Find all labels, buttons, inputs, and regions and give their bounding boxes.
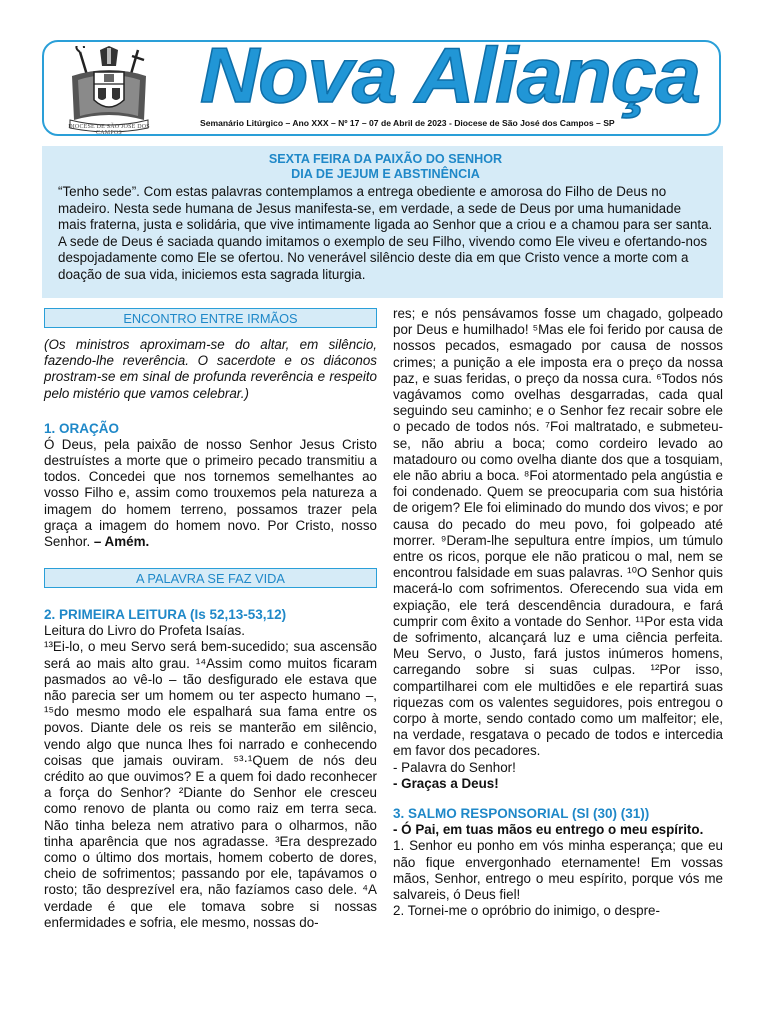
right-column xyxy=(393,306,723,919)
leitura-title: 2. PRIMEIRA LEITURA (Is 52,13-53,12) xyxy=(44,607,287,623)
palavra-do-senhor: - Palavra do Senhor! xyxy=(393,759,516,775)
salmo-title: 3. SALMO RESPONSORIAL (Sl (30) (31)) xyxy=(393,806,650,822)
oracao-text xyxy=(44,437,377,550)
diocese-coat-of-arms-logo xyxy=(64,46,154,132)
intro-box xyxy=(42,146,723,298)
masthead-title xyxy=(196,30,706,126)
svg-text:Nova Aliança: Nova Aliança xyxy=(200,31,700,119)
leitura-intro: Leitura do Livro do Profeta Isaías. xyxy=(44,623,245,639)
oracao-body: Ó Deus, pela paixão de nosso Senhor Jesus Cristo destruístes a morte que o primeiro pecado transmitiu a todos. Concedei que nos tornemos semelhantes ao vosso Filho e, assim como trouxemos pela natureza a imagem do homem terreno, possamos trazer pela graça a imagem do homem novo. Por Cristo, nosso Senhor. xyxy=(44,436,377,550)
logo-caption: DIOCESE DE SÃO JOSÉ DOS CAMPOS xyxy=(68,124,150,136)
leitura-text: ¹³Ei-lo, o meu Servo será bem-sucedido; sua ascensão será ao mais alto grau. ¹⁴Assim como muitos ficaram pasmados ao vê-lo – tão desfigurado ele estava que não parecia ser um homem ou ter aspecto humano –, ¹⁵do mesmo modo ele espalhará sua fama entre os povos. Diante dele os reis se manterão em silêncio, vendo algo que nunca lhes foi narrado e conhecendo coisas que jamais ouviram. ⁵³·¹Quem de nós deu crédito ao que ouvimos? E a quem foi dado reconhecer a força do Senhor? ²Diante do Senhor ele cresceu como renovo de planta ou como raiz em terra seca. Não tinha beleza nem atrativo para o olharmos, não tinha aparência que nos agradasse. ³Era desprezado como o último dos mortais, homem coberto de dores, cheio de sofrimentos; passando por ele, tapávamos o rosto; tão desprezível era, não fazíamos caso dele. ⁴A verdade é que ele tomava sobre si nossas enfermidades e sofria, ele mesmo, nossas do- xyxy=(44,639,377,930)
banner-encontro: ENCONTRO ENTRE IRMÃOS xyxy=(44,308,377,328)
left-column xyxy=(44,308,377,931)
oracao-amen: – Amém. xyxy=(93,534,150,550)
day-title: SEXTA FEIRA DA PAIXÃO DO SENHOR xyxy=(268,152,503,166)
leitura-continuation: res; e nós pensávamos fosse um chagado, golpeado por Deus e humilhado! ⁵Mas ele foi ferido por causa de nossos pecados, esmagado por causa de nossos crimes; a punição a ele imposta era o preço da nossa paz, e suas feridas, o preço da nossa cura. ⁶Todos nós vagávamos como ovelhas desgarradas, cada qual seguindo seu caminho; e o Senhor fez recair sobre ele o pecado de todos nós. ⁷Foi maltratado, e submeteu-se, não abriu a boca; como cordeiro levado ao matadouro ou como ovelha diante dos que a tosquiam, ele não abriu a boca. ⁸Foi atormentado pela angústia e foi condenado. Quem se preocuparia com sua história de origem? Ele foi eliminado do mundo dos vivos; e por causa do pecado do meu povo, foi golpeado até morrer. ⁹Deram-lhe sepultura entre ímpios, um túmulo entre os ricos, porque ele não praticou o mal, nem se encontrou falsidade em suas palavras. ¹⁰O Senhor quis macerá-lo com sofrimentos. Oferecendo sua vida em expiação, ele terá descendência duradoura, e fará cumprir com êxito a vontade do Senhor. ¹¹Por esta vida de sofrimento, alcançará luz e uma ciência perfeita. Meu Servo, o Justo, fará justos inúmeros homens, carregando sobre si suas culpas. ¹²Por isso, compartilharei com ele multidões e ele repartirá suas riquezas com os valentes seguidores, pois entregou o corpo à morte, sendo contado como um malfeitor; ele, na verdade, resgatava o pecado de todos e intercedia em favor dos pecadores. xyxy=(393,306,723,759)
salmo-estrofe-2: 2. Tornei-me o opróbrio do inimigo, o despre- xyxy=(393,903,660,919)
gracas-a-deus: - Graças a Deus! xyxy=(393,775,499,791)
day-subtitle: DIA DE JEJUM E ABSTINÊNCIA xyxy=(291,167,480,181)
banner-palavra: A PALAVRA SE FAZ VIDA xyxy=(44,568,377,588)
edition-info: Semanário Litúrgico – Ano XXX – Nº 17 – 07 de Abril de 2023 - Diocese de São José dos Campos – SP xyxy=(200,118,615,128)
salmo-estrofe-1: 1. Senhor eu ponho em vós minha esperança; que eu não fique envergonhado eternamente! Em vossas mãos, Senhor, entrego o meu espírito, porque vós me salvareis, ó Deus fiel! xyxy=(393,838,723,902)
rubric-text: (Os ministros aproximam-se do altar, em silêncio, fazendo-lhe reverência. O sacerdote e os diáconos prostram-se em sinal de profunda reverência e respeito pelo mistério que vamos celebrar.) xyxy=(44,337,377,401)
salmo-refrao: - Ó Pai, em tuas mãos eu entrego o meu espírito. xyxy=(393,822,704,838)
oracao-title: 1. ORAÇÃO xyxy=(44,420,120,436)
intro-text: “Tenho sede”. Com estas palavras contemplamos a entrega obediente e amorosa do Filho de Deus no madeiro. Nesta sede humana de Jesus manifesta-se, em verdade, a sede de Deus por uma humanidade mais fraterna, justa e solidária, que vive intimamente ligada ao Senhor que a criou e a chamou para ser santa. A sede de Deus é saciada quando imitamos o exemplo de seu Filho, vivendo como Ele viveu e ofertando-nos despojadamente como Ele se ofertou. No venerável silêncio deste dia em que Cristo vence a morte com a doação de sua vida, iniciemos esta sagrada liturgia. xyxy=(58,184,713,282)
